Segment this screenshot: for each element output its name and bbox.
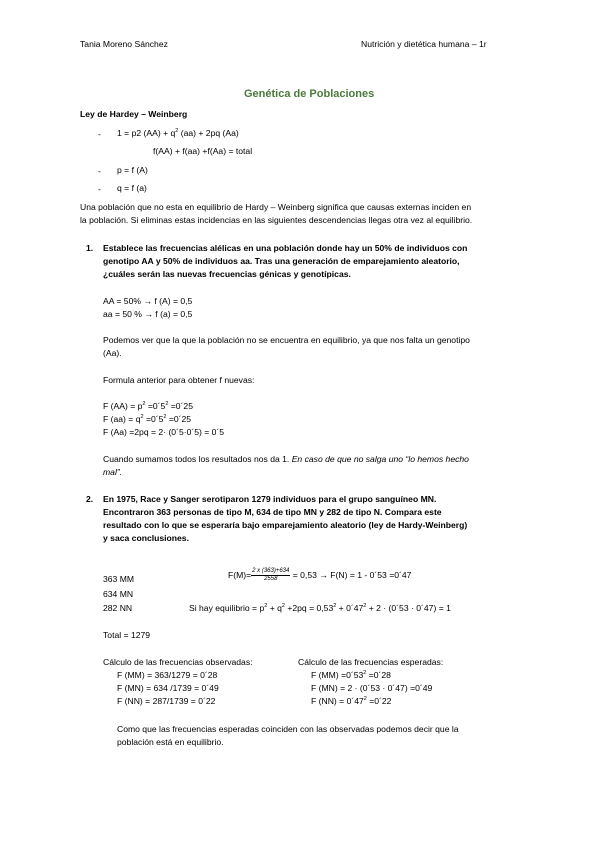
- law-p: p = f (A): [117, 165, 148, 175]
- law-q: q = f (a): [117, 183, 147, 193]
- allele-frequency-formula: F(M)= $\frac{2 x (363)+634}{2558}$ = 0,53 → F(N) = 1 - 0´53 =0´47: [228, 568, 412, 582]
- answer-line: (Aa).: [103, 348, 122, 358]
- header-course: Nutrición y dietética humana – 1r: [361, 39, 487, 49]
- answer-line: Formula anterior para obtener f nuevas:: [103, 375, 255, 385]
- formula-line: F $(AA) = p^2$ $=0´5^2$ =0´25: [103, 401, 193, 411]
- formula-line: F $(aa) = q^2$ $=0´5^2$ =0´25: [103, 414, 192, 424]
- question-text: Establece las frecuencias alélicas en una población donde hay un 50% de individuos con: [103, 243, 468, 253]
- answer-line: aa = 50 % → f (a) = 0,5: [103, 309, 193, 319]
- genotype-count: 634 MN: [103, 589, 134, 599]
- question-text: Encontraron 363 personas de tipo M, 634 de tipo MN y 282 de tipo N. Compara este: [103, 507, 442, 517]
- observed-line: F (MM) = 363/1279 = 0´28: [117, 670, 218, 680]
- law-total-equation: f(AA) + f(aa) +f(Aa) = total: [153, 146, 253, 156]
- conclusion-line: mal”.: [103, 467, 123, 477]
- final-conclusion: Como que las frecuencias esperadas coinciden con las observadas podemos decir que la: [117, 724, 459, 734]
- intro-line: la población. Si eliminas estas incidencias en las siguientes descendencias llegas otra vez al equilibrio.: [80, 215, 473, 225]
- list-bullet: -: [98, 129, 101, 139]
- question-text: ¿cuáles serán las nuevas frecuencias génicas y genotípicas.: [103, 269, 351, 279]
- list-bullet: -: [98, 166, 101, 176]
- answer-line: Podemos ver que la que la población no se encuentra en equilibrio, ya que nos falta un genotipo: [103, 335, 470, 345]
- answer-line: AA = 50% → f (A) = 0,5: [103, 296, 193, 306]
- observed-title: Cálculo de las frecuencias observadas:: [103, 657, 253, 667]
- question-number: 2.: [86, 494, 94, 504]
- question-text: resultado con lo que se esperaría bajo emparejamiento aleatorio (ley de Hardy-Weinberg): [103, 520, 468, 530]
- equilibrium-formula: Si hay equilibrio = $p^2 + q^2 +2pq = 0,53^2$ + $0´47^2 + 2$ · (0´53 · 0´47) = 1: [189, 603, 451, 613]
- formula-line: F (Aa) =2pq = 2· (0´5·0´5) = 0´5: [103, 427, 225, 437]
- total-count: Total = 1279: [103, 630, 151, 640]
- final-conclusion: población está en equilibrio.: [117, 737, 224, 747]
- conclusion-line: Cuando sumamos todos los resultados nos da 1. En caso de que no salga uno “lo hemos hecho: [103, 454, 469, 464]
- observed-line: F (MN) = 634 /1739 = 0´49: [117, 683, 219, 693]
- law-equation: 1 = p2 $(AA) + q^2$ (aa) + 2pq (Aa): [117, 128, 239, 138]
- section-heading: Ley de Hardey – Weinberg: [80, 109, 188, 119]
- question-number: 1.: [86, 243, 94, 253]
- question-text: En 1975, Race y Sanger serotiparon 1279 individuos para el grupo sanguíneo MN.: [103, 494, 437, 504]
- expected-title: Cálculo de las frecuencias esperadas:: [298, 657, 444, 667]
- genotype-count: 363 MM: [103, 574, 135, 584]
- intro-line: Una población que no esta en equilibrio de Hardy – Weinberg significa que causas externas inciden en: [80, 202, 472, 212]
- expected-line: F $(MM) =0´53^2$ =0´28: [311, 670, 391, 680]
- observed-line: F (NN) = 287/1739 = 0´22: [117, 696, 216, 706]
- header-author: Tania Moreno Sánchez: [80, 39, 168, 49]
- genotype-count: 282 NN: [103, 603, 133, 613]
- question-text: genotipo AA y 50% de individuos aa. Tras una generación de emparejamiento aleatorio,: [103, 256, 460, 266]
- question-text: y saca conclusiones.: [103, 533, 189, 543]
- list-bullet: -: [98, 184, 101, 194]
- page-title: Genética de Poblaciones: [244, 88, 375, 100]
- expected-line: F (MN) = 2 · (0´53 · 0´47) =0´49: [311, 683, 433, 693]
- expected-line: F $(NN) = 0´47^2$ =0´22: [311, 696, 392, 706]
